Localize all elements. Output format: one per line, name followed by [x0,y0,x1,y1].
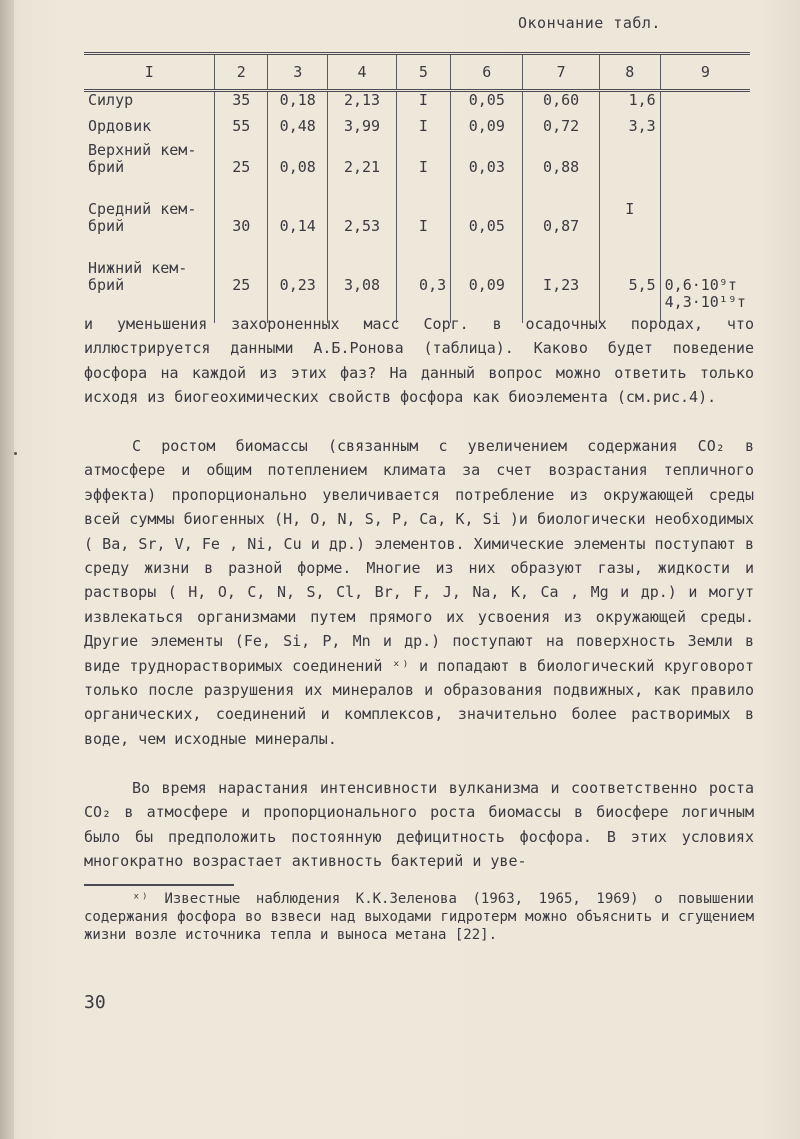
table-cell: 0,18 [268,91,328,119]
body-paragraph: С ростом биомассы (связанным с увеличением содержания СО₂ в атмосфере и общим потеплением климата за счет возрастания тепличного эффекта) пропорционально увеличивается потребление из окружающей среды всей суммы биогенных (H, O, N, S, P, Ca, K, Si )и биологически необходимых ( Ba, Sr, V, Fe , Ni, Cu и др.) элементов. Химические элементы поступают в среду жизни в разной форме. Многие из них образуют газы, жидкости и растворы ( H, O, C, N, S, Cl, Br, F, J, Na, K, Ca , Mg и др.) и могут извлекаться организмами путем прямого их усвоения из окружающей среды. Другие элементы (Fe, Si, P, Mn и др.) поступают на поверхность Земли в виде труднорастворимых соединений ˣ⁾ и попадают в биологический круговорот только после разрушения их минералов и образования подвижных, как правило органических, соединений и комплексов, значительно более растворимых в воде, чем исходные минералы. [84,437,754,748]
data-table [84,52,750,323]
table-cell: I [599,201,660,260]
header-cell: 4 [328,54,396,91]
table-cell [660,142,750,201]
header-cell: 3 [268,54,328,91]
table-cell: 2,21 [328,142,396,201]
table-cell: 30 [215,201,268,260]
table-row [84,142,750,201]
table-cell: 0,05 [451,201,523,260]
header-cell: 6 [451,54,523,91]
header-cell: 5 [396,54,450,91]
table-cell: 0,23 [268,260,328,323]
row-label-line: брий [88,217,125,235]
table-row [84,91,750,119]
table-cell: 0,88 [523,142,599,201]
header-cell: I [84,54,215,91]
table-cell: 0,14 [268,201,328,260]
header-cell: 2 [215,54,268,91]
page-number: 30 [84,992,106,1013]
table-cell: 25 [215,142,268,201]
row-label: Силур [88,91,134,109]
header-cell: 9 [660,54,750,91]
row-label-line: брий [88,276,125,294]
footnote: ˣ⁾ Известные наблюдения К.К.Зеленова (1963, 1965, 1969) о повышении содержания фосфора во взвеси над выходами гидротерм можно объяснить и сгущением жизни возле источника тепла и выноса метана [22]. [84,891,754,943]
table-cell: 35 [215,91,268,119]
table-cell: 0,05 [451,91,523,119]
table-cell: 0,09 [451,118,523,142]
table-cell: 0,09 [451,260,523,323]
table-cell: 0,87 [523,201,599,260]
table-cell: 0,72 [523,118,599,142]
table-cell: I [396,91,450,119]
table-cell: 0,08 [268,142,328,201]
table-cell [660,118,750,142]
table-cell: 2,13 [328,91,396,119]
table-cell: I,23 [523,260,599,323]
table-header-row [84,54,750,91]
table-cell: 55 [215,118,268,142]
table-cell: 3,08 [328,260,396,323]
row-label [84,142,215,201]
body-paragraph: и уменьшения захороненных масс Сорг. в осадочных породах, что иллюстрируется данными А.Б.Ронова (таблица). Каково будет поведение фосфора на каждой из этих фаз? На данный вопрос можно ответить только исходя из биогеохимических свойств фосфора как биоэлемента (см.рис.4). [84,315,754,407]
page-spine [0,0,14,1139]
table-cell: 3,99 [328,118,396,142]
table-cell: I [396,201,450,260]
table-cell: 25 [215,260,268,323]
table-caption: Окончание табл. [518,14,661,32]
table-cell: 0,3 [396,260,450,323]
table-cell: 0,60 [523,91,599,119]
table-cell: 0,03 [451,142,523,201]
row-label-line: Верхний кем- [88,141,197,159]
cell-line: 4,3·10¹⁹т [664,293,746,311]
table-cell [660,91,750,119]
table-cell: 2,53 [328,201,396,260]
table-cell: 0,48 [268,118,328,142]
header-cell: 7 [523,54,599,91]
row-label-line: Нижний кем- [88,259,188,277]
table-cell: 5,5 [599,260,660,323]
row-label [84,201,215,260]
ink-speck [14,452,17,455]
body-paragraph: Во время нарастания интенсивности вулканизма и соответственно роста СО₂ в атмосфере и пропорционального роста биомассы в биосфере логичным было бы предположить постоянную дефицитность фосфора. В этих условиях многократно возрастает активность бактерий и уве- [84,779,754,871]
table-row [84,201,750,260]
row-label: Ордовик [88,117,152,135]
table-cell: I [396,118,450,142]
header-cell: 8 [599,54,660,91]
table-cell: I [396,142,450,201]
table-row [84,118,750,142]
table-cell [599,142,660,201]
cell-line: 0,6·10⁹т [664,276,737,294]
row-label-line: брий [88,158,125,176]
table-cell: 3,3 [599,118,660,142]
table-cell [660,201,750,260]
footnote-rule [84,884,234,886]
row-label-line: Средний кем- [88,200,197,218]
table-cell: 1,6 [599,91,660,119]
